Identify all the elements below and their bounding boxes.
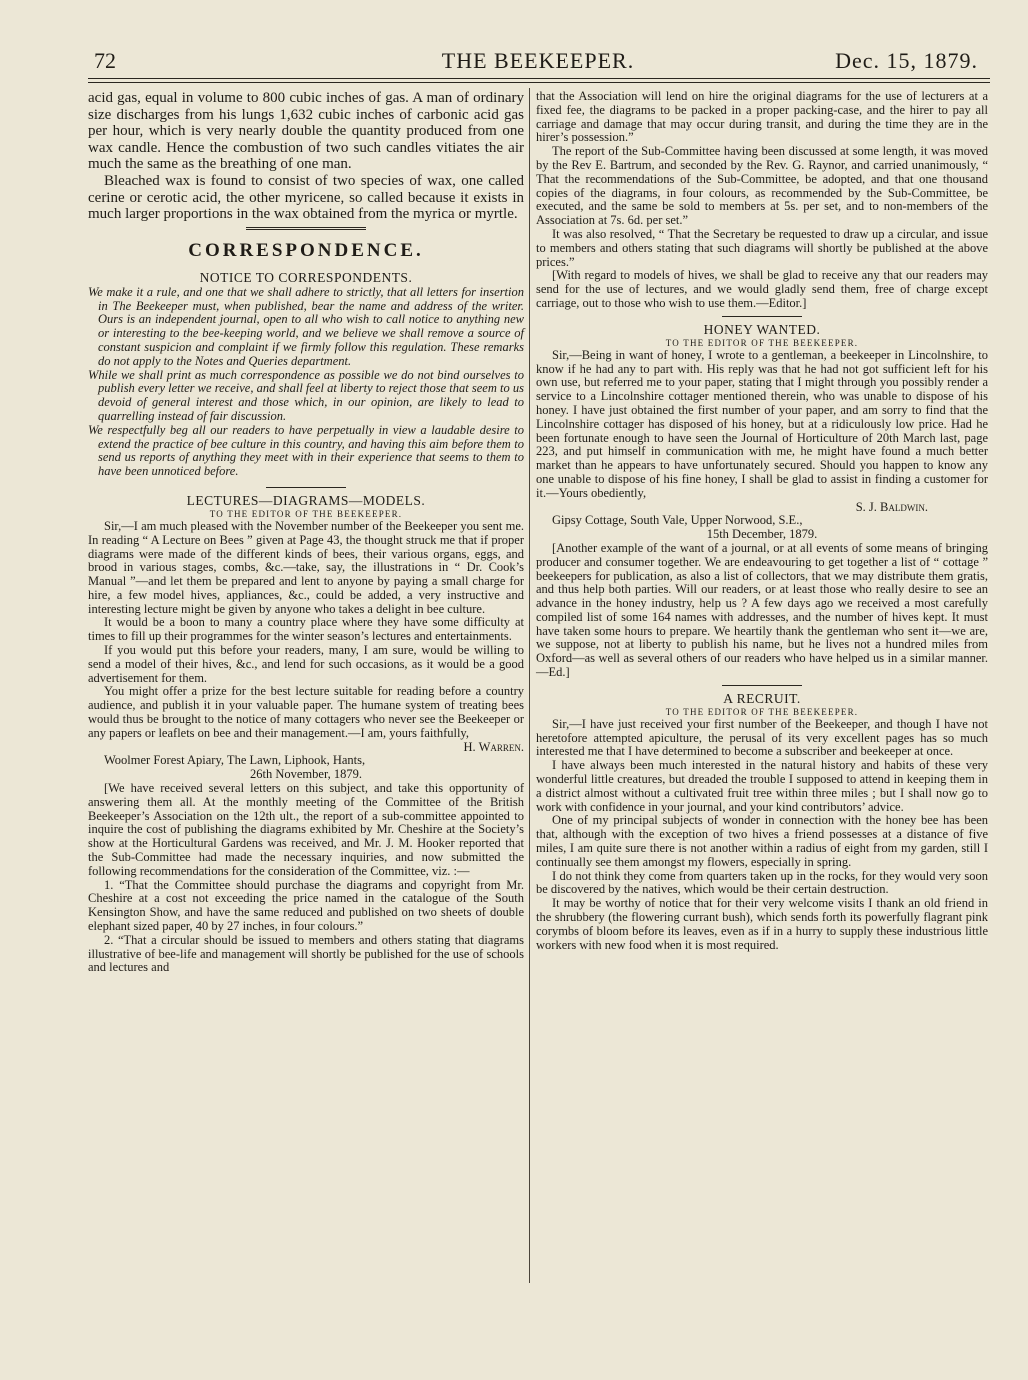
editor-note: [With regard to models of hives, we shall be glad to receive any that our readers may send for the use of lectures, and we would gladly send them, free of charge except carriage, out to those who wish to use them.—Editor.]: [536, 268, 988, 310]
letter-paragraph: It would be a boon to many a country place where they have some difficulty at times to fill up their programmes for the winter season’s lectures and entertainments.: [88, 615, 524, 644]
lectures-heading: LECTURES—DIAGRAMS—MODELS.: [186, 492, 426, 508]
recommendation-1: 1. “That the Committee should purchase the diagrams and copyright from Mr. Cheshire at a cost not exceeding the price named in the catalogue of the South Kensington Show, and have the same reduced and published on two sheets of double elephant sized paper, 40 by 27 inches, in four colours.”: [88, 877, 524, 934]
notice-block: [88, 286, 524, 479]
letter-paragraph: It may be worthy of notice that for their very welcome visits I thank an old friend in the shrubbery (the flowering currant bush), which sends forth its powerfully flagrant pink corymbs of bloom before its leaves, even as if in a hurry to supply these industrious little workers with new food when it is most required.: [536, 896, 988, 952]
page-header: [88, 48, 988, 82]
sender-address: Gipsy Cottage, South Vale, Upper Norwood, S.E.,: [552, 513, 803, 528]
letter-paragraph: I do not think they come from quarters taken up in the rocks, for they would very soon be discovered by the natives, which would be their certain destruction.: [536, 868, 988, 897]
honey-heading: HONEY WANTED.: [703, 321, 821, 337]
section-rule: [722, 316, 802, 317]
section-title: CORRESPONDENCE.: [188, 239, 424, 261]
honey-addressee: TO THE EDITOR OF THE BEEKEEPER.: [665, 337, 859, 348]
letter-paragraph: You might offer a prize for the best lecture suitable for reading before a country audience, and publish it in your valuable paper. The humane system of treating bees would thus be brought to the notice of many cottagers who never see the Beekeeper or any papers or leaflets on bee and their management.—I am, yours faithfully,: [88, 684, 524, 740]
left-column: [88, 90, 524, 975]
notice-paragraph: While we shall print as much correspondence as possible we do not bind ourselves to publish every letter we receive, and shall feel at liberty to reject those that seem to us devoid of general interest and those which, in our opinion, are likely to lead to quarrelling instead of fair discussion.: [88, 367, 524, 423]
lectures-addressee: TO THE EDITOR OF THE BEEKEEPER.: [209, 508, 403, 519]
recruit-addressee: TO THE EDITOR OF THE BEEKEEPER.: [665, 706, 859, 717]
letter-paragraph: One of my principal subjects of wonder in connection with the honey bee has been that, although with the exception of two hives a friend possesses at a distance of five miles, I am quite sure there is not another within a radius of eight from my garden, still I continually see them amongst my flowers, especially in spring.: [536, 813, 988, 869]
masthead-title: THE BEEKEEPER.: [441, 48, 635, 73]
section-rule: [266, 487, 346, 488]
sender-address: Woolmer Forest Apiary, The Lawn, Liphook, Hants,: [104, 753, 366, 768]
notice-heading: NOTICE TO CORRESPONDENTS.: [199, 269, 413, 285]
issue-date: Dec. 15, 1879.: [835, 48, 978, 73]
letter-paragraph: Sir,—I have just received your first number of the Beekeeper, and though I have not heretofore attempted apiculture, the perusal of its very excellent pages has so much interested me that I have determined to become a subscriber and beekeeper at once.: [536, 716, 988, 759]
letter-paragraph: I have always been much interested in the natural history and habits of these very wonderful little creatures, but dreaded the trouble I supposed to attend in keeping them in a district almost without a cultivated fruit tree within three miles ; but I shall now go to work with confidence in your journal, and your kind contributors’ advice.: [536, 758, 988, 814]
article-paragraph: acid gas, equal in volume to 800 cubic inches of gas. A man of ordinary size discharges from his lungs 1,632 cubic inches of carbonic acid gas per hour, which is very nearly double the quantity produced from one wax candle. Hence the combustion of two such candles vitiates the air much the same as the breathing of one man.: [88, 90, 524, 173]
article-paragraph: Bleached wax is found to consist of two species of wax, one called cerine or cerotic acid, the other myricene, so called because it exists in much larger proportions in the wax obtained from the myrica or myrtle.: [88, 172, 524, 223]
header-rule-bottom: [88, 82, 990, 83]
column-separator: [529, 88, 530, 1283]
letter-date: 26th November, 1879.: [250, 767, 362, 782]
signature-line: [536, 501, 988, 515]
notice-paragraph: We respectfully beg all our readers to have perpetually in view a laudable desire to extend the practice of bee culture in this country, and having this aim before them to send us reports of anything they meet with in their experience that seems to them to have been unnoticed before.: [88, 422, 524, 479]
signature: H. Warren.: [463, 739, 524, 754]
editor-reply: [Another example of the want of a journal, or at all events of some means of bringing producer and consumer together. We are endeavouring to get together a list of “ cottage ” beekeepers for publication, as also a list of collectors, that we may distribute them gratis, and thus help both parties. Will our readers, or at least those who really desire to see an advance in the honey industry, help us ? A few days ago we received a most carefully compiled list of some 164 names with addresses, and the number of hives kept. It must have taken some hours to prepare. We heartily thank the gentleman who sent it—we are, we suppose, not at liberty to publish his name, but he lives not a hundred miles from Oxford—as well as several others of our readers who have helped us in a similar manner.—Ed.]: [536, 540, 988, 680]
notice-paragraph: We make it a rule, and one that we shall adhere to strictly, that all letters for insertion in The Beekeeper must, when published, bear the name and address of the writer. Ours is an independent journal, open to all who wish to call notice to anything new or interesting to the bee-keeping world, and we believe we shall remove a source of constant suspicion and complaint if we firmly follow this regulation. These remarks do not apply to the Notes and Queries department.: [88, 284, 524, 368]
report-paragraph: The report of the Sub-Committee having been discussed at some length, it was moved by the Rev E. Bartrum, and seconded by the Rev. G. Raynor, and carried unanimously, “ That the recommendations of the Sub-Committee, be adopted, and that one thousand copies of the diagrams, in four colours, as recommended by the Sub-Committee, be executed, and the same be sold to members at 5s. per set, and to non-members of the Association at 7s. 6d. per set.”: [536, 144, 988, 228]
letter-paragraph: Sir,—I am much pleased with the November number of the Beekeeper you sent me. In reading “ A Lecture on Bees ” given at Page 43, the thought struck me that if proper diagrams were made of the different kinds of bees, their various organs, eggs, and brood in various stages, combs, &c.—take, say, the illustrations in “ Dr. Cook’s Manual ”—and let them be prepared and lent to anyone by paying a small charge for hire, a few model hives, appliances, &c., could be added, a very instructive and interesting lecture might be given by anyone who takes a delight in bee culture.: [88, 518, 524, 616]
signature: S. J. Baldwin.: [855, 499, 928, 514]
page-number: 72: [94, 48, 116, 73]
letter-paragraph: If you would put this before your readers, many, I am sure, would be willing to send a model of their hives, &c., and lend for such occasions, as it would be a good advertisement for them.: [88, 643, 524, 685]
continued-paragraph: that the Association will lend on hire the original diagrams for the use of lecturers at a fixed fee, the diagrams to be packed in a proper packing-case, and the hirer to pay all carriage and damage that may occur during transit, and during the time they are in the hirer’s possession.”: [536, 89, 988, 145]
honey-letter: Sir,—Being in want of honey, I wrote to a gentleman, a beekeeper in Lincolnshire, to know if he had any to part with. His reply was that he had not got sufficient left for his own use, but referred me to your paper, stating that I might through you possibly render a service to a Lincolnshire cottager mentioned therein, who was unable to dispose of his honey. I have just obtained the first number of your paper, and am sorry to find that the Lincolnshire cottager has disposed of his honey, but at a ridiculously low price. Had he been fortunate enough to have seen the Journal of Horticulture of 20th March last, page 223, and put himself in communication with me, he might have found a much better market than he appears to have unfortunately secured. Should you happen to know any one unable to dispose of his fine honey, I shall be glad to assist in finding a customer for it.—Yours obediently,: [536, 347, 988, 500]
wax-article: [88, 90, 524, 223]
signature-line: [88, 741, 524, 755]
header-rule-top: [88, 78, 990, 79]
resolution-paragraph: It was also resolved, “ That the Secretary be requested to draw up a circular, and issue to members and others stating that such diagrams will shortly be published at the above prices.”: [536, 226, 988, 269]
lectures-letter: [88, 520, 524, 975]
editor-reply: [We have received several letters on this subject, and take this opportunity of answering them all. At the monthly meeting of the Committee of the British Beekeeper’s Association on the 12th ult., the report of a sub-committee appointed to inquire the cost of publishing the diagrams exhibited by Mr. Cheshire at the Society’s show at the Horticultural Gardens was received, and Mr. J. M. Hooker reported that the Sub-Committee had made the necessary inquiries, and now submitted the following recommendations for the consideration of the Committee, viz. :—: [88, 781, 524, 878]
section-rule: [722, 685, 802, 686]
right-column: [536, 90, 988, 952]
recommendation-2: 2. “That a circular should be issued to members and others stating that diagrams illustrative of bee-life and management will shortly be published for the use of schools and lectures and: [88, 932, 524, 975]
letter-date: 15th December, 1879.: [706, 527, 818, 542]
double-rule: [246, 227, 366, 230]
recruit-heading: A RECRUIT.: [723, 690, 801, 706]
